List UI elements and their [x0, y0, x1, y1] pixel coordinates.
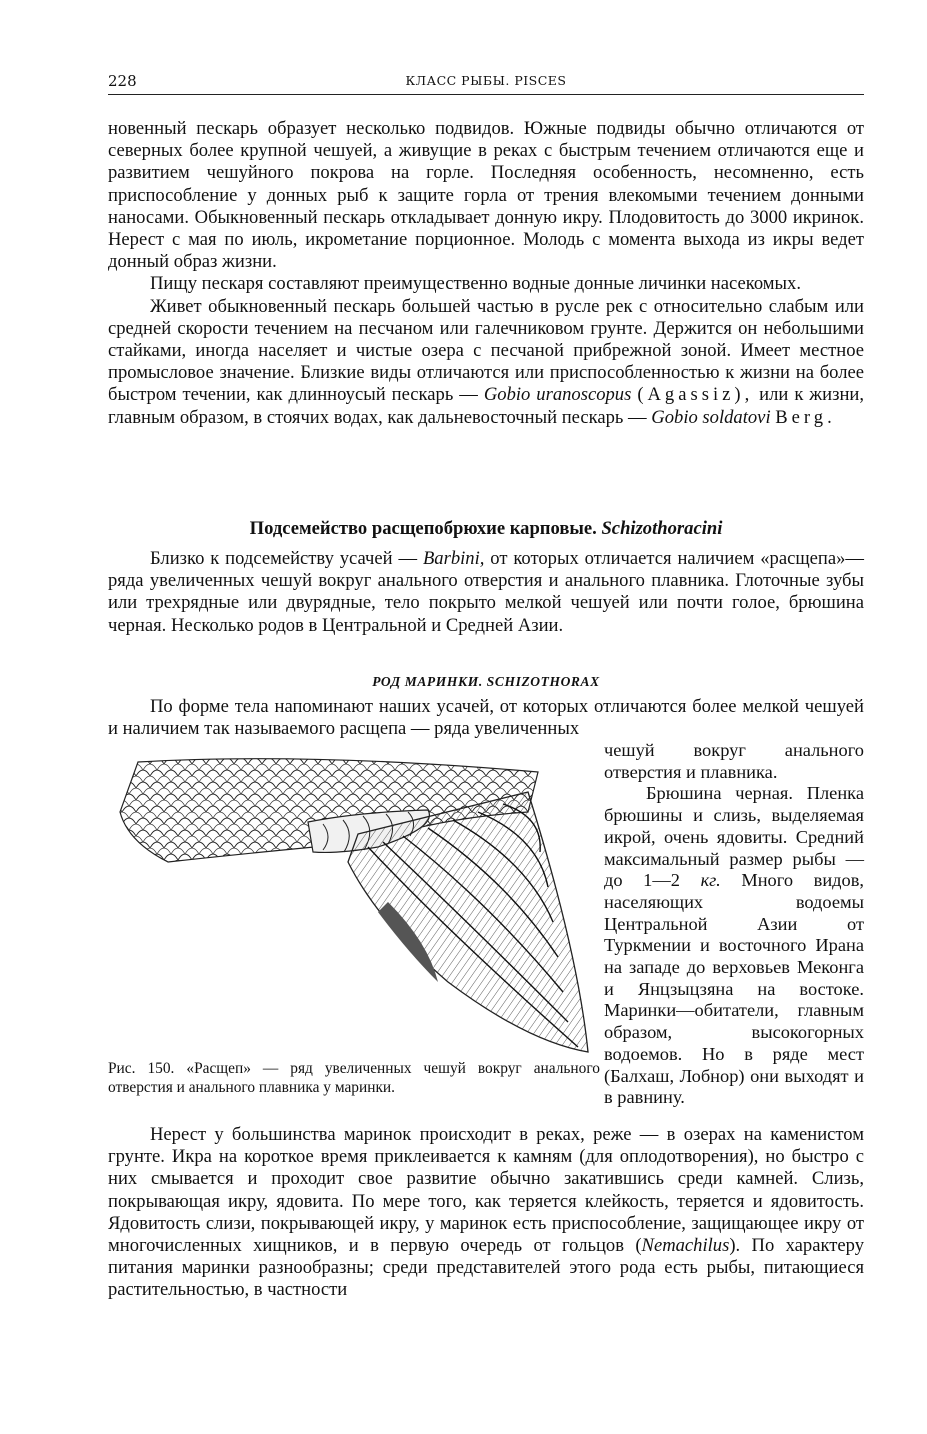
header-rule [108, 94, 864, 95]
genus-heading: РОД МАРИНКИ. SCHIZOTHORAX [372, 674, 600, 689]
latin-name: Gobio soldatovi [651, 406, 771, 428]
text-block-gudgeon [108, 118, 864, 429]
subfamily-heading [108, 518, 864, 540]
paragraph-gudgeon-habitat [108, 296, 864, 429]
author-name: (Agassiz), [637, 384, 754, 406]
page-header [108, 68, 864, 94]
running-head: КЛАСС РЫБЫ. PISCES [405, 73, 567, 88]
text-span: Много видов, населяющих водоемы Центральной Азии от Туркмении и восточного Ирана на западе до верховьев Меконга и Янцзыцзяна на востоке. Маринки—обитатели, главным образом, высокогорных водоемов. Но в ряде мест (Балхаш, Лобнор) они выходят и в равнину. [604, 870, 864, 1108]
paragraph-split-continuation: чешуй вокруг анального отверстия и плавника. [604, 740, 864, 782]
figure-caption: Рис. 150. «Расщеп» — ряд увеличенных чешуй вокруг анального отверстия и анального плавника у маринки. [108, 1060, 600, 1096]
text-block-spawning [108, 1124, 864, 1302]
paragraph-schizothorax-description [604, 783, 864, 1109]
unit-kg: кг. [700, 870, 721, 891]
paragraph-spawning [108, 1124, 864, 1302]
right-column-text [604, 740, 864, 1109]
text-span: ). По характеру питания маринки разнообразны; среди представителей этого рода есть рыбы, питающиеся растительностью, в частности [108, 1235, 865, 1301]
text-block-subfamily [108, 548, 864, 637]
paragraph-genus-intro: По форме тела напоминают наших усачей, от которых отличаются более мелкой чешуей и наличием так называемого расщепа — ряда увеличенных [108, 696, 864, 740]
text-span: Живет обыкновенный пескарь большей частью в русле рек с относительно слабым или средней скорости течением на песчаном или галечниковом грунте. Держится он небольшими стайками, иногда населяет и чистые озера с песчаной прибрежной зоной. Имеет местное промысловое значение. Близкие виды отличаются или приспособленностью к жизни на более быстром течении, как длинноусый пескарь — [108, 295, 864, 406]
text-span: или к жизни, главным образом, в стоячих водах, как дальневосточный пескарь — [108, 384, 865, 428]
text-span: Брюшина черная. Пленка брюшины и слизь, выделяемая икрой, очень ядовиты. Средний максимальный размер рыбы — до 1—2 [604, 783, 864, 891]
paragraph-gudgeon-food: Пищу пескаря составляют преимущественно водные донные личинки насекомых. [150, 273, 801, 295]
latin-name: Gobio uranoscopus [483, 384, 632, 406]
latin-name: Barbini, [422, 548, 485, 569]
fish-fin-illustration [108, 752, 600, 1060]
text-span: от которых отличается наличием «расщепа»— ряда увеличенных чешуй вокруг анального отверстия и анального плавника. Глоточные зубы или трехрядные или двурядные, тело покрыто мелкой чешуей или почти голое, брюшина черная. Несколько родов в Центральной и Средней Азии. [108, 548, 865, 636]
subfamily-latin: Schizothoracini [601, 518, 723, 539]
figure-150 [108, 752, 600, 1060]
author-name: Berg. [775, 406, 836, 428]
text-span: Близко к подсемейству усачей — [150, 548, 423, 569]
latin-name: Nemachilus [641, 1235, 730, 1257]
page-number: 228 [108, 72, 137, 90]
paragraph-gudgeon-subspecies: новенный пескарь образует несколько подвидов. Южные подвиды обычно отличаются от северных более крупной чешуей, а живущие в реках с быстрым течением отличаются еще и развитием чешуйного покрова на горле. Последняя особенность, несомненно, есть приспособление у донных рыб к защите горла от трения влекомыми течением донными наносами. Обыкновенный пескарь откладывает донную икру. Плодовитость до 3000 икринок. Нерест с мая по июль, икрометание порционное. Молодь с момента выхода из икры ведет донный образ жизни. [108, 118, 864, 273]
paragraph-subfamily [108, 548, 864, 637]
text-span: Нерест у большинства маринок происходит в реках, реже — в озерах на каменистом грунте. Икра на короткое время приклеивается к камням (для оплодотворения), но быстро с них смывается и проходит свое развитие обычно закатившись среди камней. Слизь, покрывающая икру, ядовита. По мере того, как теряется клейкость, теряется и ядовитость. Ядовитость слизи, покрывающей икру, у маринок есть приспособление, защищающее икру от многочисленных хищников, и в первую очередь от гольцов ( [108, 1124, 864, 1257]
subfamily-title: Подсемейство расщепобрюхие карповые. [249, 518, 602, 539]
text-block-genus-intro [108, 696, 864, 740]
